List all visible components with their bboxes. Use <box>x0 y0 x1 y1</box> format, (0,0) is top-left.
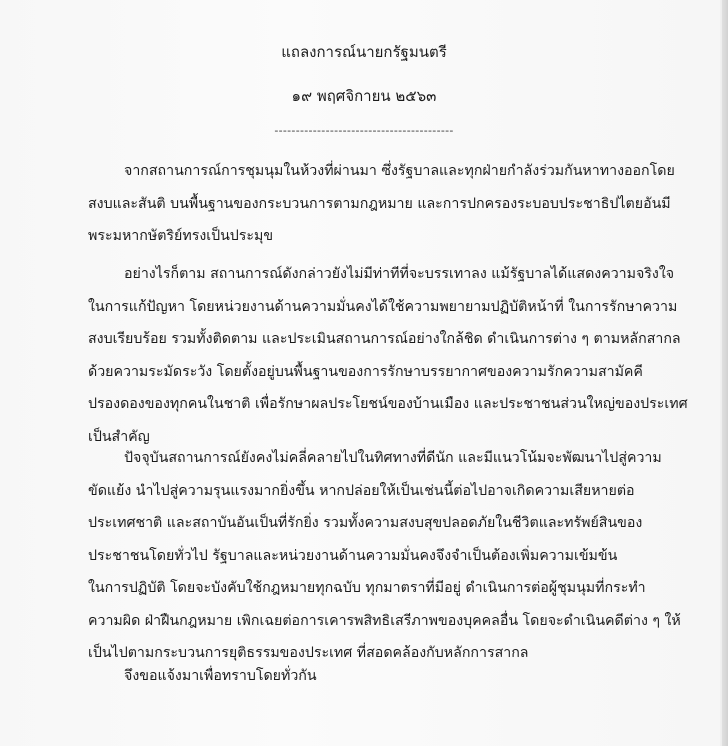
paragraph-line: จึงขอแจ้งมาเพื่อทราบโดยทั่วกัน <box>124 668 317 684</box>
paragraph-line: ในการปฏิบัติ โดยจะบังคับใช้กฎหมายทุกฉบับ ทุกมาตราที่มีอยู่ ดำเนินการต่อผู้ชุมนุมที่กระทำ <box>88 580 646 596</box>
paragraph-3 <box>88 442 681 670</box>
page-edge-shadow <box>720 0 728 746</box>
paragraph-line: สงบเรียบร้อย รวมทั้งติดตาม และประเมินสถานการณ์อย่างใกล้ชิด ดำเนินการต่าง ๆ ตามหลักสากล <box>88 331 681 347</box>
paragraph-line: ขัดแย้ง นำไปสู่ความรุนแรงมากยิ่งขึ้น หากปล่อยให้เป็นเช่นนี้ต่อไปอาจเกิดความเสียหายต่อ <box>88 482 635 499</box>
paragraph-1 <box>88 155 675 253</box>
paragraph-2 <box>88 258 688 453</box>
paragraph-4 <box>88 660 668 693</box>
paragraph-line: จากสถานการณ์การชุมนุมในห้วงที่ผ่านมา ซึ่งรัฐบาลและทุกฝ่ายกำลังร่วมกันหาทางออกโดย <box>124 163 675 179</box>
paragraph-line: สงบและสันติ บนพื้นฐานของกระบวนการตามกฎหมาย และการปกครองระบอบประชาธิปไตยอันมี <box>88 195 671 212</box>
paragraph-line: ประชาชนโดยทั่วไป รัฐบาลและหน่วยงานด้านความมั่นคงจึงจำเป็นต้องเพิ่มความเข้มข้น <box>88 547 618 564</box>
paragraph-line: เป็นสำคัญ <box>88 428 150 445</box>
paragraph-line: ด้วยความระมัดระวัง โดยตั้งอยู่บนพื้นฐานของการรักษาบรรยากาศของความรักความสามัคคี <box>88 363 643 380</box>
paragraph-line: ประเทศชาติ และสถาบันอันเป็นที่รักยิ่ง รวมทั้งความสงบสุขปลอดภัยในชีวิตและทรัพย์สินของ <box>88 515 643 531</box>
paragraph-line: ในการแก้ปัญหา โดยหน่วยงานด้านความมั่นคงได้ใช้ความพยายามปฏิบัติหน้าที่ ในการรักษาความ <box>88 298 678 315</box>
document-title: แถลงการณ์นายกรัฐมนตรี <box>281 43 447 61</box>
paragraph-line: เป็นไปตามกระบวนการยุติธรรมของประเทศ ที่สอดคล้องกับหลักการสากล <box>88 645 529 661</box>
paragraph-line: อย่างไรก็ตาม สถานการณ์ดังกล่าวยังไม่มีท่าทีที่จะบรรเทาลง แม้รัฐบาลได้แสดงความจริงใจ <box>124 266 675 282</box>
section-divider: ------------------------------------------ <box>274 124 454 137</box>
document-date: ๑๙ พฤศจิกายน ๒๕๖๓ <box>291 87 437 105</box>
paragraph-line: พระมหากษัตริย์ทรงเป็นประมุข <box>88 228 274 244</box>
paragraph-line: ความผิด ฝ่าฝืนกฎหมาย เพิกเฉยต่อการเคารพสิทธิเสรีภาพของบุคคลอื่น โดยจะดำเนินคดีต่าง ๆ ให้ <box>88 612 681 629</box>
paragraph-line: ปัจจุบันสถานการณ์ยังคงไม่คลี่คลายไปในทิศทางที่ดีนัก และมีแนวโน้มจะพัฒนาไปสู่ความ <box>124 450 662 466</box>
paragraph-line: ปรองดองของทุกคนในชาติ เพื่อรักษาผลประโยชน์ของบ้านเมือง และประชาชนส่วนใหญ่ของประเทศ <box>88 396 688 412</box>
